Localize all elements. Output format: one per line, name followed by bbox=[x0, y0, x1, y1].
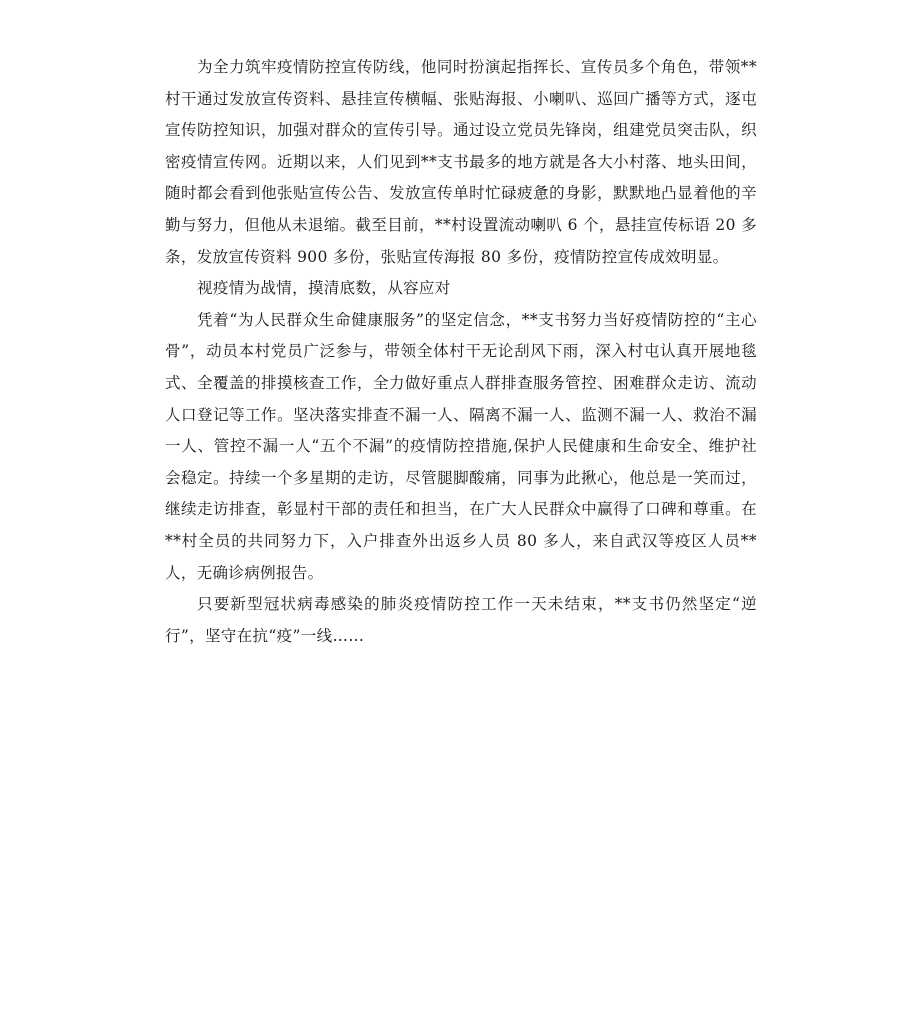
paragraph-investigation: 凭着“为人民群众生命健康服务”的坚定信念，**支书努力当好疫情防控的“主心骨”，动员本村党员广泛参与，带领全体村干无论刮风下雨，深入村屯认真开展地毯式、全覆盖的排摸核查工作，全力做好重点人群排查服务管控、困难群众走访、流动人口登记等工作。坚决落实排查不漏一人、隔离不漏一人、监测不漏一人、救治不漏一人、管控不漏一人“五个不漏”的疫情防控措施,保护人民健康和生命安全、维护社会稳定。持续一个多星期的走访，尽管腿脚酸痛，同事为此揪心，他总是一笑而过，继续走访排查，彰显村干部的责任和担当，在广大人民群众中赢得了口碑和尊重。在**村全员的共同努力下，入户排查外出返乡人员 80 多人，来自武汉等疫区人员**人，无确诊病例报告。 bbox=[165, 310, 757, 582]
document-body bbox=[165, 52, 757, 652]
paragraph-publicity: 为全力筑牢疫情防控宣传防线，他同时扮演起指挥长、宣传员多个角色，带领**村干通过发放宣传资料、悬挂宣传横幅、张贴海报、小喇叭、巡回广播等方式，逐屯宣传防控知识，加强对群众的宣传引导。通过设立党员先锋岗，组建党员突击队，织密疫情宣传网。近期以来，人们见到**支书最多的地方就是各大小村落、地头田间，随时都会看到他张贴宣传公告、发放宣传单时忙碌疲惫的身影，默默地凸显着他的辛勤与努力，但他从未退缩。截至目前，**村设置流动喇叭 6 个，悬挂宣传标语 20 多条，发放宣传资料 900 多份，张贴宣传海报 80 多份，疫情防控宣传成效明显。 bbox=[165, 58, 757, 266]
paragraph-closing: 只要新型冠状病毒感染的肺炎疫情防控工作一天未结束，**支书仍然坚定“逆行”，坚守在抗“疫”一线…… bbox=[165, 595, 757, 645]
section-heading: 视疫情为战情，摸清底数，从容应对 bbox=[197, 279, 451, 298]
